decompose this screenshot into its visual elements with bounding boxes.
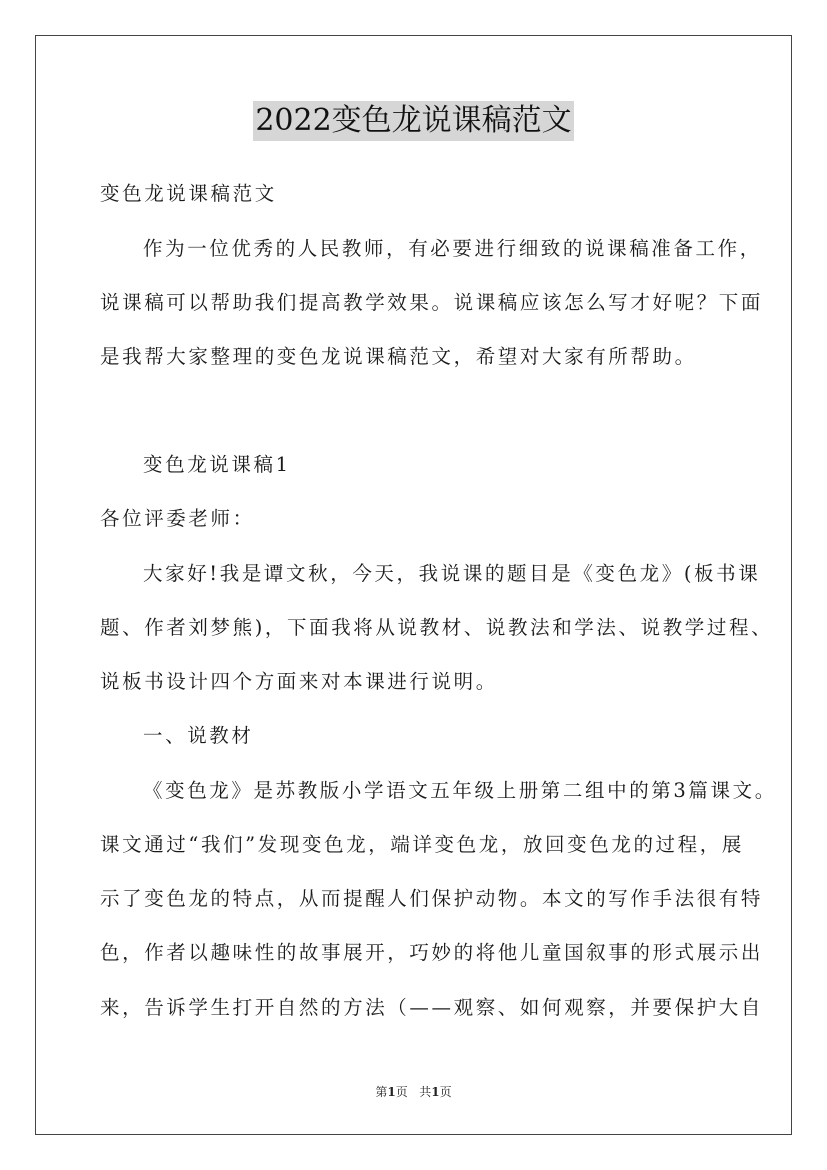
paragraph-line: 《变色龙》是苏教版小学语文五年级上册第二组中的第3篇课文。 <box>143 779 777 802</box>
footer-page-number: 1 <box>387 1085 396 1099</box>
section-heading: 一、说教材 <box>143 724 254 747</box>
footer-page-suffix: 页 <box>395 1085 408 1099</box>
salutation-line: 各位评委老师： <box>100 507 255 530</box>
paragraph-line: 色，作者以趣味性的故事展开，巧妙的将他儿童国叙事的形式展示出 <box>100 941 764 964</box>
footer-total-suffix: 页 <box>439 1085 452 1099</box>
paragraph-line: 说课稿可以帮助我们提高教学效果。说课稿应该怎么写才好呢？下面 <box>100 291 764 314</box>
document-title: 2022变色龙说课稿范文 <box>253 101 573 141</box>
paragraph-line: 题、作者刘梦熊)，下面我将从说教材、说教法和学法、说教学过程、 <box>100 616 774 639</box>
footer-page-prefix: 第 <box>375 1085 388 1099</box>
paragraph-line: 课文通过“我们”发现变色龙，端详变色龙，放回变色龙的过程，展 <box>100 833 744 856</box>
paragraph-line: 作为一位优秀的人民教师，有必要进行细致的说课稿准备工作， <box>143 237 762 260</box>
paragraph-line: 来，告诉学生打开自然的方法（——观察、如何观察，并要保护大自 <box>100 996 764 1019</box>
footer-total-number: 1 <box>431 1085 440 1099</box>
paragraph-line: 示了变色龙的特点，从而提醒人们保护动物。本文的写作手法很有特 <box>100 887 764 910</box>
paragraph-line: 大家好!我是谭文秋，今天，我说课的题目是《变色龙》(板书课 <box>143 562 761 585</box>
subtitle-line: 变色龙说课稿范文 <box>100 182 277 205</box>
page-footer <box>0 1084 827 1100</box>
title-container <box>0 101 827 141</box>
paragraph-line: 说板书设计四个方面来对本课进行说明。 <box>100 670 498 693</box>
footer-total-prefix: 共 <box>419 1085 432 1099</box>
paragraph-line: 是我帮大家整理的变色龙说课稿范文，希望对大家有所帮助。 <box>100 345 697 368</box>
section-heading: 变色龙说课稿1 <box>143 453 291 476</box>
